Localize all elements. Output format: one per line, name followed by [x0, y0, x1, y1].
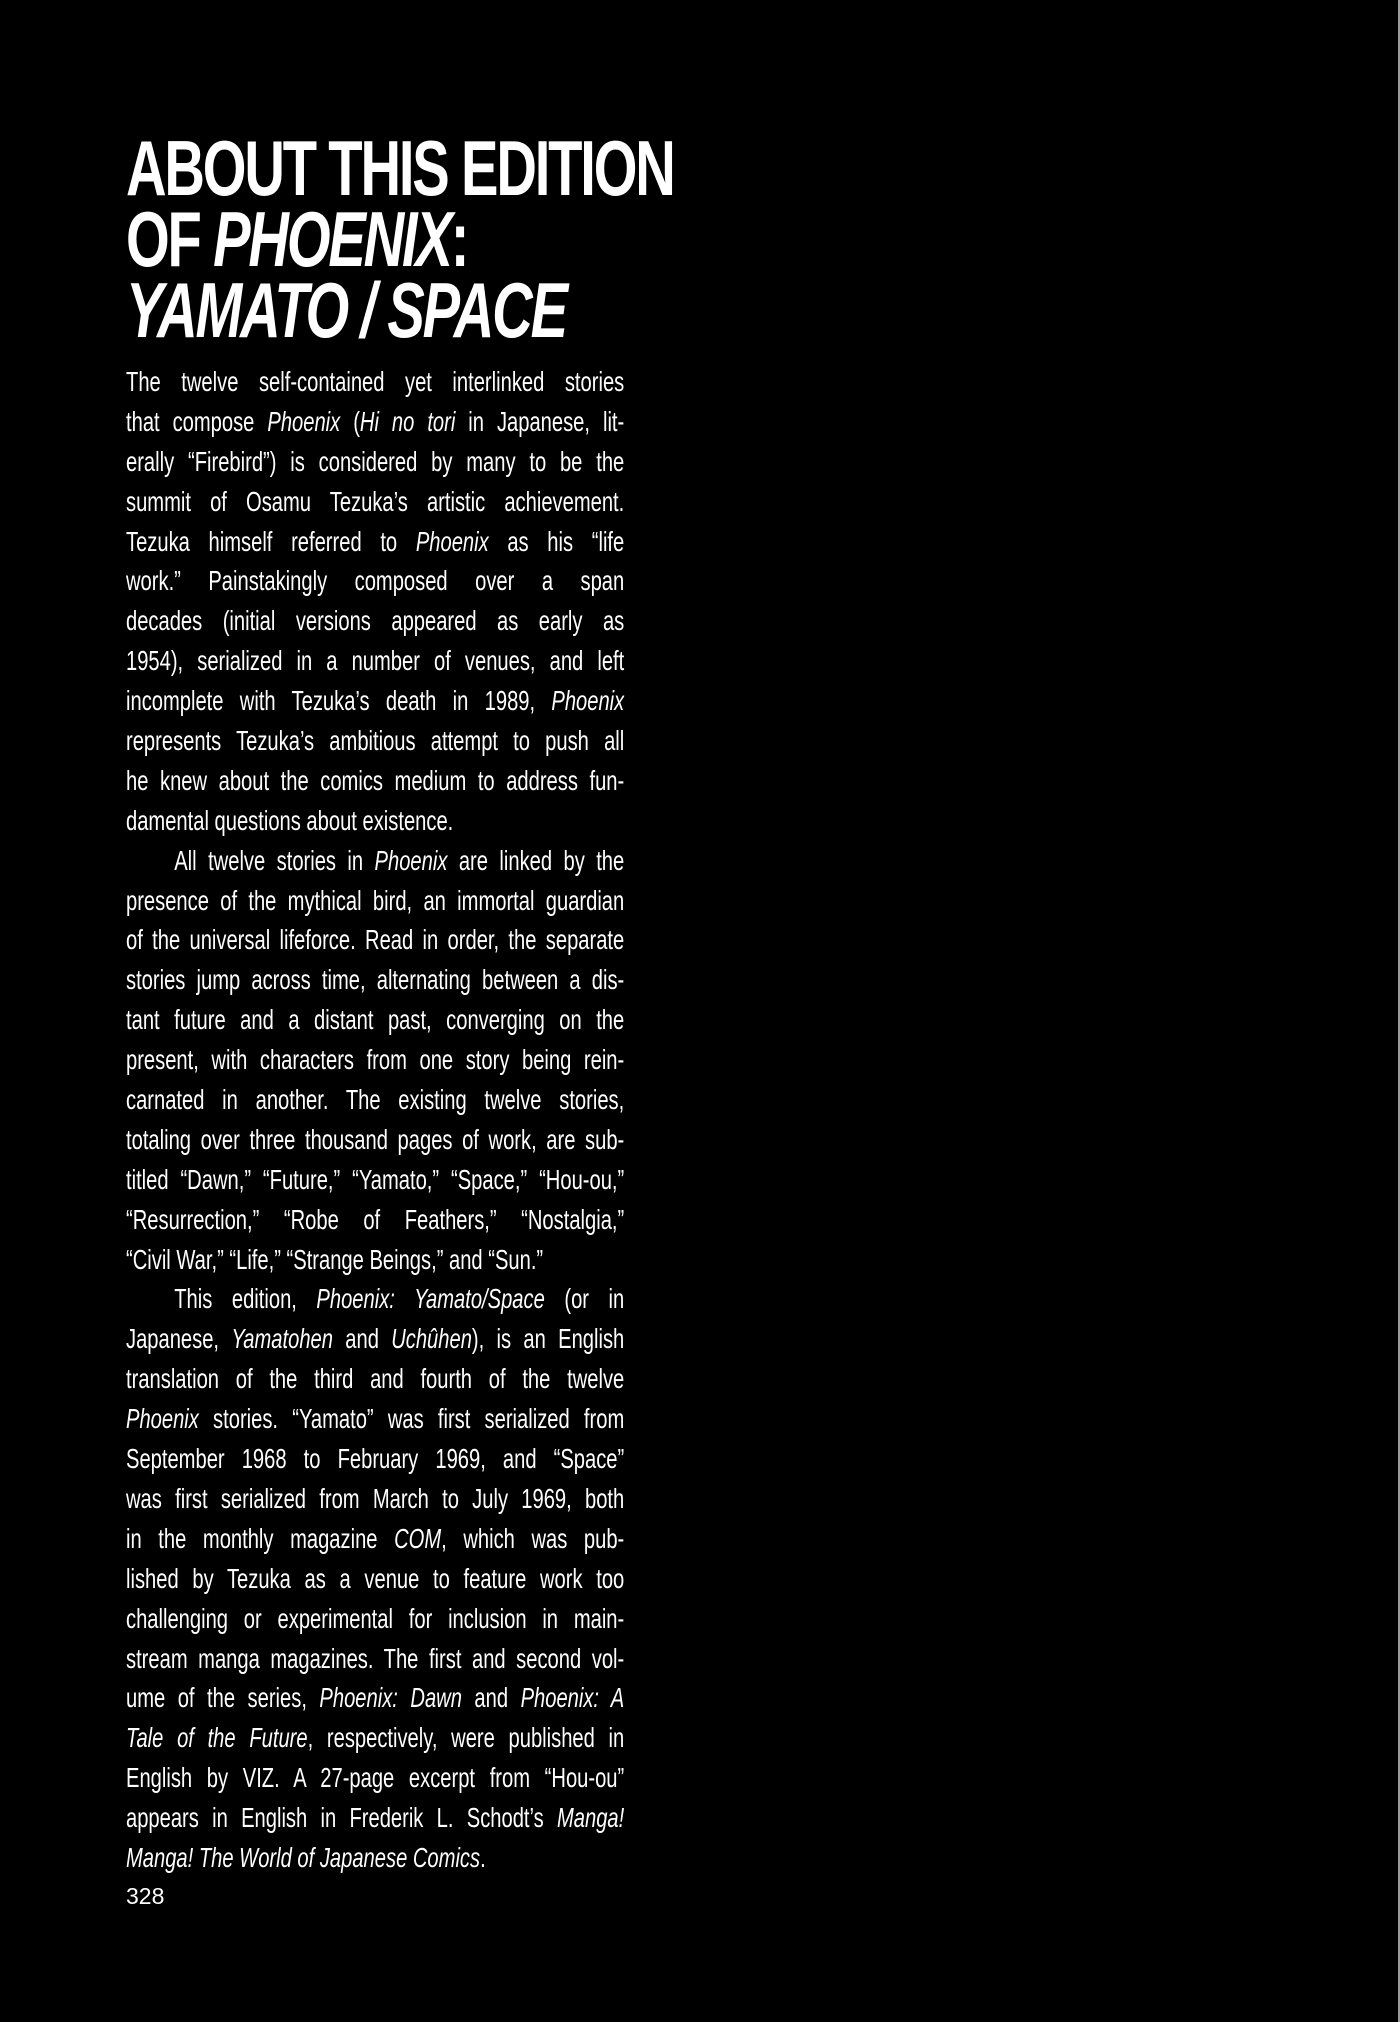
- text-run: present, with characters from one story being rein-: [126, 1044, 625, 1076]
- text-run: represents Tezuka’s ambitious attempt to push all: [126, 725, 625, 757]
- text-line: [126, 561, 624, 601]
- italic-text: Phoenix: [267, 405, 341, 437]
- title-line-2-italic: PHOENIX: [213, 195, 451, 283]
- text-line: [126, 641, 624, 681]
- italic-text: Manga!: [556, 1802, 625, 1834]
- title-line-2-suffix: :: [450, 195, 468, 283]
- text-line: [126, 801, 624, 841]
- text-line: [126, 1359, 624, 1399]
- text-line: [126, 841, 624, 881]
- text-run: and: [332, 1323, 392, 1355]
- text-run: (: [340, 405, 360, 437]
- italic-text: Hi no tori: [359, 405, 456, 437]
- text-line: [126, 1798, 624, 1838]
- text-run: summit of Osamu Tezuka’s artistic achievement.: [126, 485, 625, 517]
- text-run: erally “Firebird”) is considered by many to be the: [126, 445, 625, 477]
- text-line: [126, 761, 624, 801]
- italic-text: Yamatohen: [231, 1323, 333, 1355]
- text-line: [126, 1599, 624, 1639]
- text-run: September 1968 to February 1969, and “Space”: [126, 1443, 625, 1475]
- text-line: [126, 1718, 624, 1758]
- text-run: carnated in another. The existing twelve stories,: [126, 1084, 625, 1116]
- text-line: [126, 1519, 624, 1559]
- text-line: [126, 482, 624, 522]
- text-line: [126, 601, 624, 641]
- text-run: ), is an English: [471, 1323, 625, 1355]
- text-line: [126, 1479, 624, 1519]
- text-line: [126, 1838, 624, 1878]
- text-run: (or in: [544, 1283, 625, 1315]
- text-run: Japanese,: [126, 1323, 232, 1355]
- text-run: of the universal lifeforce. Read in order, the separate: [126, 924, 625, 956]
- text-line: [126, 1040, 624, 1080]
- text-run: are linked by the: [447, 844, 625, 876]
- text-run: ume of the series,: [126, 1682, 320, 1714]
- text-run: decades (initial versions appeared as early as: [126, 605, 625, 637]
- text-run: presence of the mythical bird, an immortal guardian: [126, 884, 625, 916]
- text-line: [126, 1678, 624, 1718]
- italic-text: Phoenix: Dawn: [319, 1682, 462, 1714]
- text-line: [126, 960, 624, 1000]
- text-run: All twelve stories in: [174, 844, 375, 876]
- text-line: [126, 1559, 624, 1599]
- text-run: stories jump across time, alternating between a dis-: [126, 964, 625, 996]
- paragraph: [126, 362, 624, 841]
- text-line: [126, 1439, 624, 1479]
- text-run: English by VIZ. A 27-page excerpt from “Hou-ou”: [126, 1762, 625, 1794]
- title-line-3-italic: YAMATO / SPACE: [126, 266, 566, 354]
- text-run: and: [461, 1682, 521, 1714]
- italic-text: Tale of the Future: [126, 1722, 308, 1754]
- text-line: [126, 681, 624, 721]
- text-run: totaling over three thousand pages of work, are sub-: [126, 1123, 625, 1155]
- title-line-1: ABOUT THIS EDITION: [126, 124, 674, 212]
- text-run: stream manga magazines. The first and second vol-: [126, 1642, 625, 1674]
- text-run: as his “life: [488, 525, 625, 557]
- text-run: challenging or experimental for inclusion in main-: [126, 1602, 625, 1634]
- text-line: [126, 1000, 624, 1040]
- text-run: “Resurrection,” “Robe of Feathers,” “Nostalgia,”: [126, 1203, 625, 1235]
- italic-text: Phoenix: [415, 525, 489, 557]
- text-run: translation of the third and fourth of the twelve: [126, 1363, 625, 1395]
- italic-text: Phoenix: A: [520, 1682, 625, 1714]
- paragraph: [126, 1279, 624, 1877]
- italic-text: Phoenix: Yamato/Space: [316, 1283, 545, 1315]
- text-run: stories. “Yamato” was first serialized from: [198, 1403, 625, 1435]
- text-run: , respectively, were published in: [307, 1722, 625, 1754]
- italic-text: Phoenix: [126, 1403, 199, 1435]
- title-line-2-prefix: OF: [126, 195, 214, 283]
- text-run: This edition,: [174, 1283, 317, 1315]
- text-line: [126, 1319, 624, 1359]
- text-line: [126, 1639, 624, 1679]
- text-run: was first serialized from March to July 1969, both: [126, 1482, 625, 1514]
- text-line: [126, 522, 624, 562]
- text-line: [126, 1160, 624, 1200]
- italic-text: Uchûhen: [391, 1323, 472, 1355]
- text-run: titled “Dawn,” “Future,” “Yamato,” “Space,” “Hou-ou,”: [126, 1163, 625, 1195]
- body-text: [126, 362, 624, 1878]
- text-run: 1954), serialized in a number of venues, and left: [126, 645, 625, 677]
- text-line: [126, 1399, 624, 1439]
- text-run: in the monthly magazine: [126, 1522, 395, 1554]
- text-run: incomplete with Tezuka’s death in 1989,: [126, 685, 552, 717]
- text-line: [126, 721, 624, 761]
- text-run: in Japanese, lit-: [455, 405, 625, 437]
- text-line: [126, 1080, 624, 1120]
- text-run: appears in English in Frederik L. Schodt’s: [126, 1802, 557, 1834]
- text-line: [126, 881, 624, 921]
- text-run: , which was pub-: [441, 1522, 625, 1554]
- text-line: [126, 1279, 624, 1319]
- italic-text: Manga! The World of Japanese Comics: [126, 1841, 481, 1873]
- text-run: he knew about the comics medium to address fun-: [126, 764, 625, 796]
- text-run: that compose: [126, 405, 268, 437]
- text-run: Tezuka himself referred to: [126, 525, 416, 557]
- title-line-2: [126, 195, 630, 283]
- italic-text: COM: [394, 1522, 442, 1554]
- italic-text: Phoenix: [374, 844, 448, 876]
- paragraph: [126, 841, 624, 1280]
- text-run: “Civil War,” “Life,” “Strange Beings,” and “Sun.”: [126, 1243, 544, 1275]
- italic-text: Phoenix: [551, 685, 625, 717]
- text-line: [126, 1758, 624, 1798]
- title-line-3: [126, 266, 630, 354]
- text-line: [126, 362, 624, 402]
- text-run: lished by Tezuka as a venue to feature work too: [126, 1562, 625, 1594]
- text-line: [126, 920, 624, 960]
- text-line: [126, 1240, 624, 1280]
- text-line: [126, 402, 624, 442]
- text-run: .: [480, 1841, 486, 1873]
- text-line: [126, 1120, 624, 1160]
- text-run: damental questions about existence.: [126, 804, 454, 836]
- text-line: [126, 1200, 624, 1240]
- text-line: [126, 442, 624, 482]
- page-number: 328: [126, 1883, 165, 1909]
- text-run: The twelve self-contained yet interlinked stories: [126, 366, 625, 397]
- text-run: work.” Painstakingly composed over a span: [126, 565, 625, 597]
- text-run: tant future and a distant past, converging on the: [126, 1004, 625, 1036]
- page-title: [126, 124, 674, 354]
